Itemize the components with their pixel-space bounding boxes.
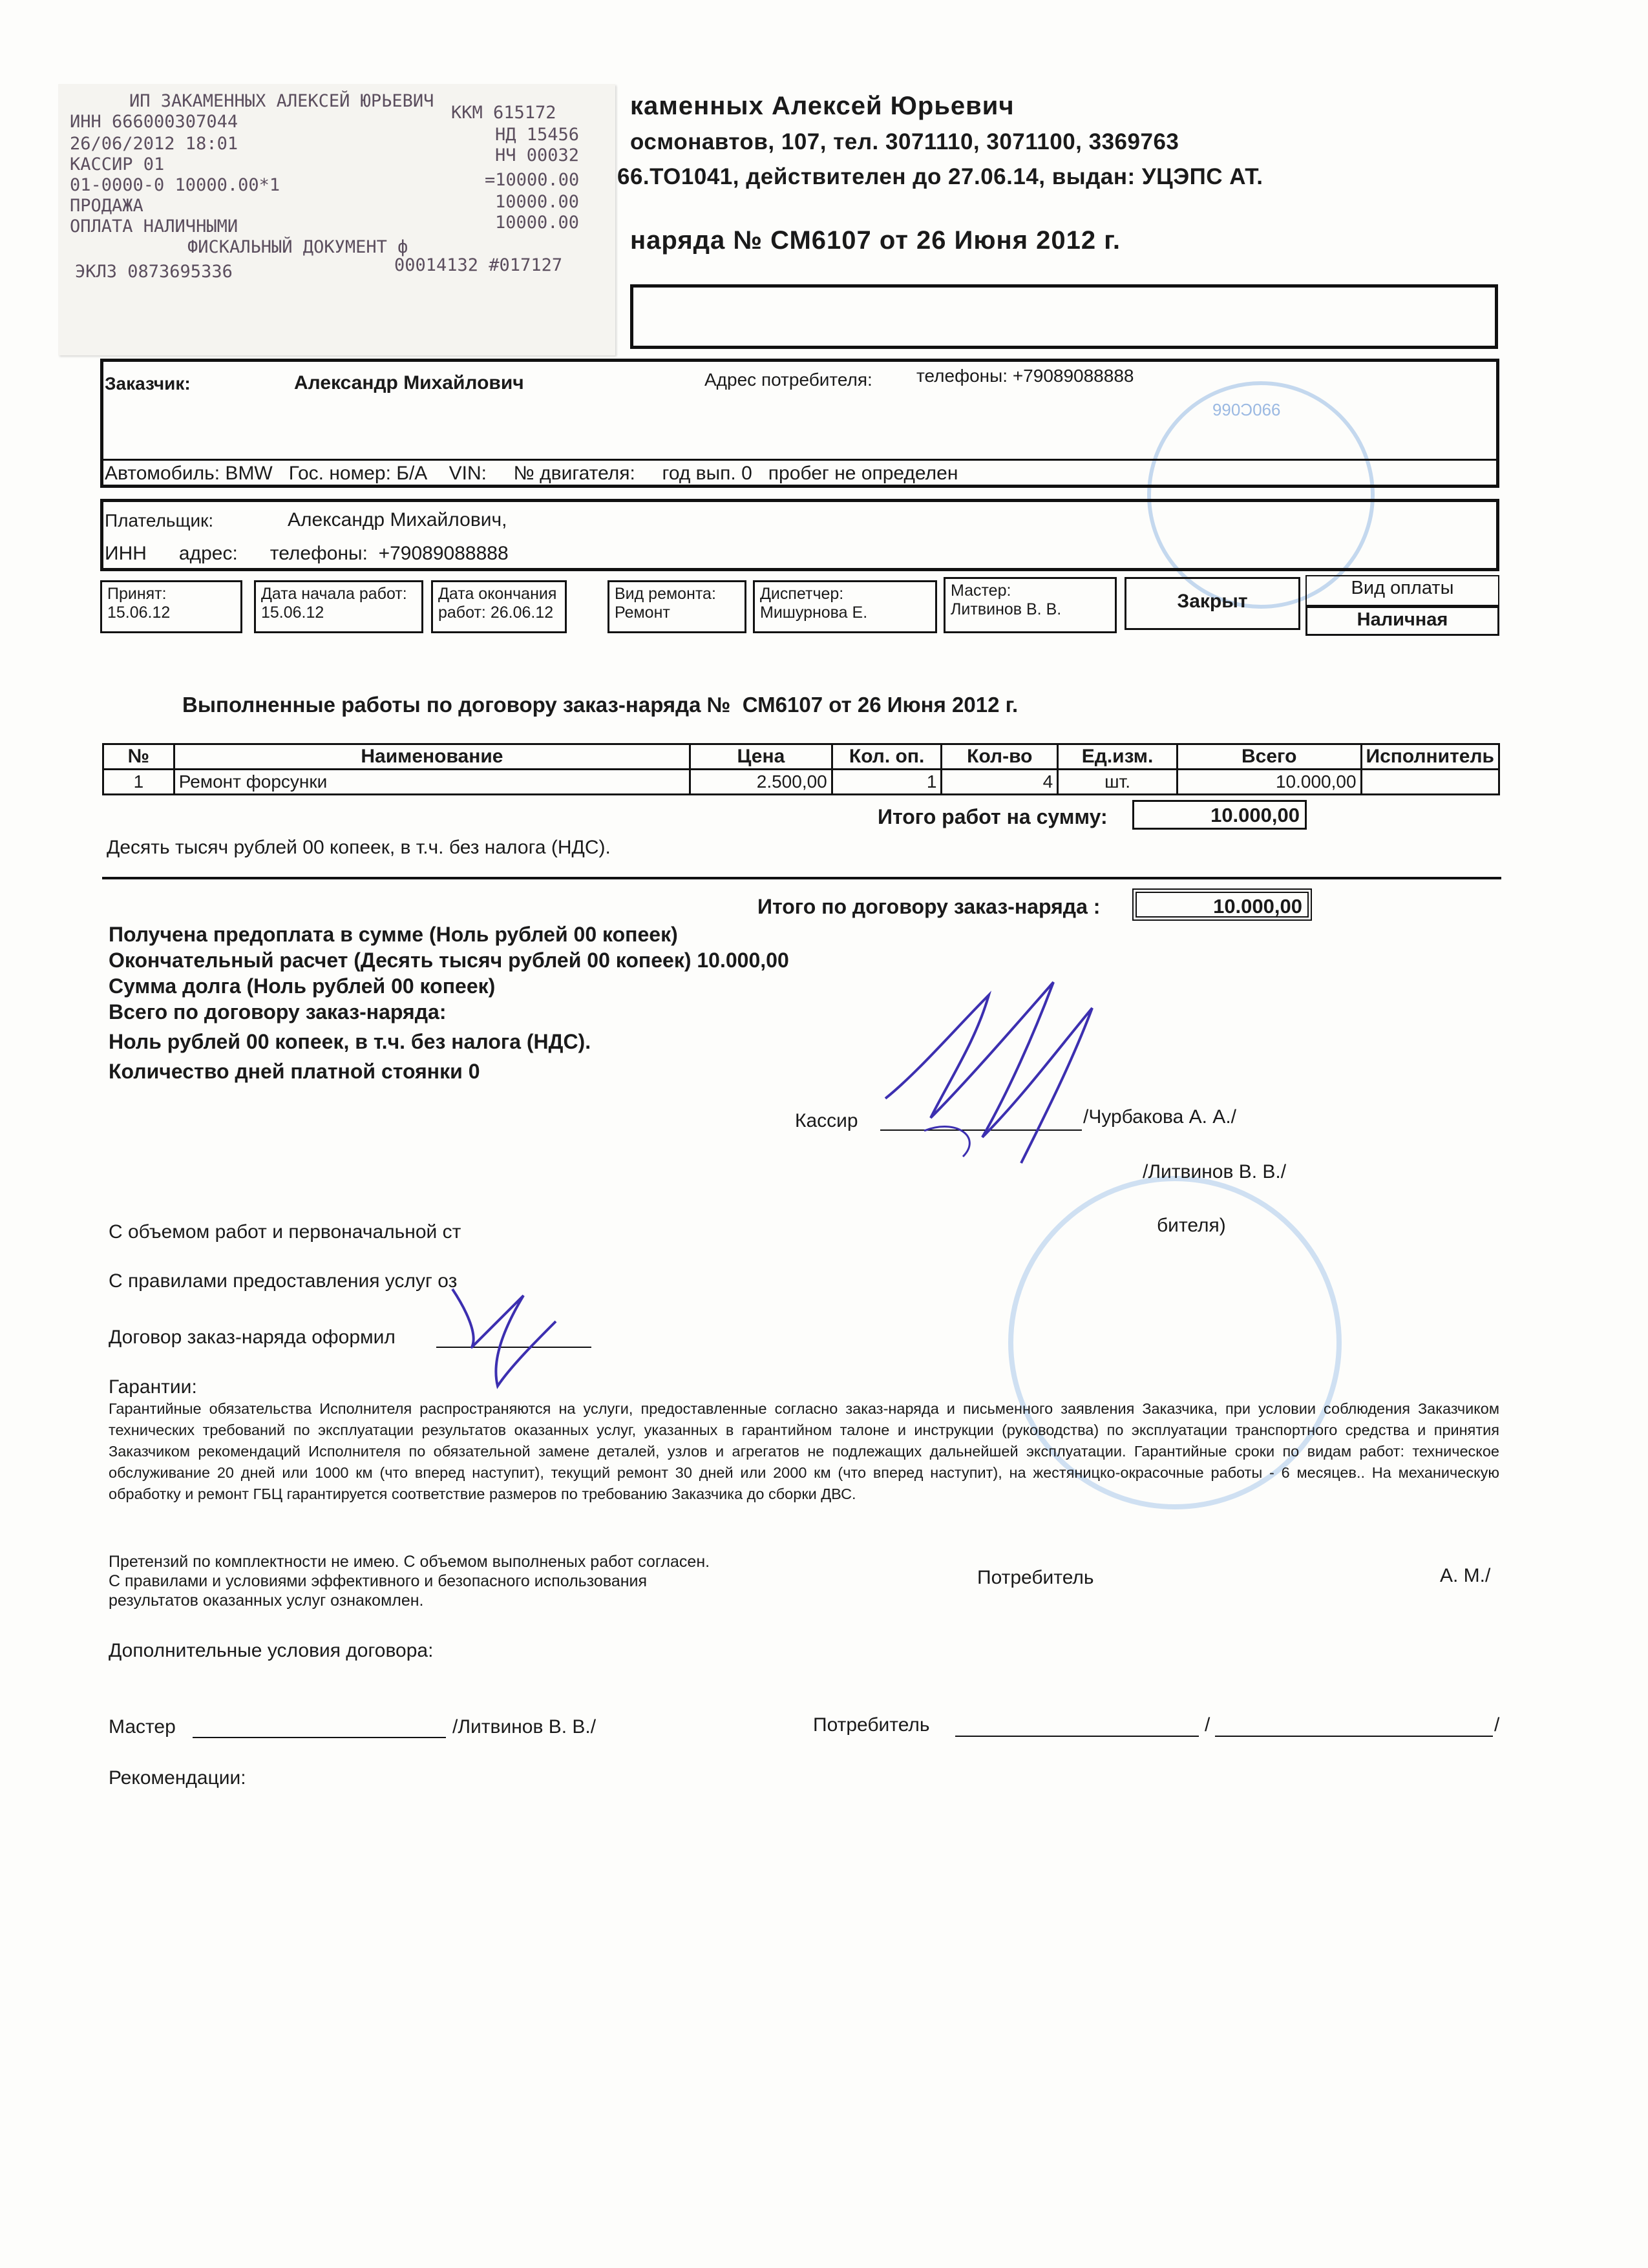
end-date: работ: 26.06.12	[438, 604, 554, 622]
customer-phones: телефоны: +79089088888	[916, 366, 1134, 386]
consumer-tail-text: бителя)	[1157, 1215, 1226, 1236]
col-price: Цена	[690, 744, 832, 770]
claims-line-2: С правилами и условиями эффективного и безопасного использования	[109, 1572, 648, 1590]
contract-line-2: Окончательный расчет (Десять тысяч рублей 00 копеек) 10.000,00	[109, 949, 789, 972]
customer-name: Александр Михайлович	[294, 372, 524, 394]
footer-consumer-line-2	[1215, 1736, 1493, 1737]
drafted-text: Договор заказ-наряда оформил	[109, 1327, 396, 1348]
col-number: №	[103, 744, 174, 770]
contract-line-5: Ноль рублей 00 копеек, в т.ч. без налога (НДС).	[109, 1030, 591, 1053]
works-total: 10.000,00	[1132, 800, 1307, 830]
dispatcher: Мишурнова Е.	[760, 604, 868, 622]
col-qty: Кол-во	[942, 744, 1058, 770]
receipt-cash: ОПЛАТА НАЛИЧНЫМИ	[70, 216, 238, 236]
footer-master-line	[193, 1737, 446, 1738]
receipt-eklz-num: 00014132 #017127	[394, 255, 563, 275]
receipt-item-sum: =10000.00	[485, 170, 580, 190]
claims-line-1: Претензий по комплектности не имею. С объемом выполненых работ согласен.	[109, 1553, 710, 1571]
cashier-name: /Чурбакова А. А./	[1083, 1106, 1236, 1128]
col-unit: Ед.изм.	[1058, 744, 1178, 770]
contract-total: 10.000,00	[1132, 888, 1312, 921]
litvinov-signature-name: /Литвинов В. В./	[1143, 1161, 1287, 1182]
claims-initials: А. М./	[1440, 1565, 1491, 1586]
repair-type-label: Вид ремонта:	[615, 585, 716, 603]
car-line: Автомобиль: BMW Гос. номер: Б/А VIN: № двигателя: год вып. 0 пробег не определен	[105, 463, 958, 484]
additional-conditions: Дополнительные условия договора:	[109, 1640, 434, 1661]
end-cell	[431, 580, 567, 633]
master-cell	[944, 577, 1117, 633]
row-qty: 4	[942, 770, 1058, 795]
contract-line-6: Количество дней платной стоянки 0	[109, 1060, 480, 1083]
works-title: Выполненные работы по договору заказ-наряда № СМ6107 от 26 Июня 2012 г.	[182, 693, 1019, 717]
accepted-cell	[100, 580, 242, 633]
receipt-kkm: ККМ 615172	[451, 103, 556, 123]
page-title: наряда № СМ6107 от 26 Июня 2012 г.	[630, 226, 1121, 255]
row-ops: 1	[832, 770, 942, 795]
scope-text: С объемом работ и первоначальной ст	[109, 1221, 461, 1243]
contract-line-4: Всего по договору заказ-наряда:	[109, 1000, 447, 1024]
col-name: Наименование	[174, 744, 690, 770]
start-cell	[254, 580, 423, 633]
start-label: Дата начала работ:	[261, 585, 407, 603]
col-ops: Кол. оп.	[832, 744, 942, 770]
receipt-eklz: ЭКЛЗ 0873695336	[75, 262, 233, 282]
repair-type: Ремонт	[615, 604, 670, 622]
start-date: 15.06.12	[261, 604, 324, 622]
receipt-item: 01-0000-0 10000.00*1	[70, 175, 280, 195]
receipt-inn: ИНН 666000307044	[70, 112, 238, 132]
table-row	[103, 770, 1499, 795]
receipt-nd: НД 15456	[495, 125, 580, 145]
receipt-sale: ПРОДАЖА	[70, 196, 143, 216]
receipt-cashier: КАССИР 01	[70, 154, 165, 174]
row-unit: шт.	[1058, 770, 1178, 795]
separator-line	[102, 877, 1501, 879]
dispatcher-label: Диспетчер:	[760, 585, 844, 603]
cashier-label: Кассир	[795, 1110, 858, 1131]
footer-slash-2: /	[1494, 1714, 1500, 1736]
header-license: 66.ТО1041, действителен до 27.06.14, выдан: УЦЭПС АТ.	[617, 164, 1263, 189]
row-total: 10.000,00	[1177, 770, 1361, 795]
recommendations: Рекомендации:	[109, 1767, 246, 1789]
master: Литвинов В. В.	[951, 600, 1062, 618]
header-name: каменных Алексей Юрьевич	[630, 92, 1015, 120]
works-table	[102, 743, 1500, 795]
row-executor	[1361, 770, 1499, 795]
cash-register-receipt	[58, 84, 615, 355]
row-price: 2.500,00	[690, 770, 832, 795]
drafter-signature	[439, 1283, 569, 1392]
header-address: осмонавтов, 107, тел. 3071110, 3071100, 3369763	[630, 129, 1179, 154]
payment-label: Вид оплаты	[1305, 575, 1499, 606]
end-label: Дата окончания	[438, 585, 557, 603]
master-label: Мастер:	[951, 582, 1011, 600]
accepted-date: 15.06.12	[107, 604, 171, 622]
footer-consumer-line-1	[955, 1736, 1199, 1737]
dispatcher-cell	[753, 580, 937, 633]
customer-label: Заказчик:	[105, 373, 191, 394]
status-badge: Закрыт	[1125, 577, 1300, 630]
contract-line-3: Сумма долга (Ноль рублей 00 копеек)	[109, 974, 496, 998]
contract-line-1: Получена предоплата в сумме (Ноль рублей 00 копеек)	[109, 923, 678, 946]
works-header-row	[103, 744, 1499, 770]
receipt-nch: НЧ 00032	[495, 145, 580, 165]
footer-master-name: /Литвинов В. В./	[452, 1716, 597, 1738]
receipt-datetime: 26/06/2012 18:01	[70, 134, 238, 154]
col-total: Всего	[1177, 744, 1361, 770]
row-name: Ремонт форсунки	[174, 770, 690, 795]
customer-address-label: Адрес потребителя:	[704, 370, 872, 390]
receipt-cash-sum: 10000.00	[495, 213, 580, 233]
footer-consumer-label: Потребитель	[813, 1714, 930, 1736]
accepted-label: Принят:	[107, 585, 167, 603]
seal-stamp-code: 990С066	[1212, 400, 1281, 419]
contract-total-label: Итого по договору заказ-наряда :	[757, 895, 1101, 918]
works-total-words: Десять тысяч рублей 00 копеек, в т.ч. без налога (НДС).	[107, 837, 611, 858]
payment-type: Наличная	[1305, 606, 1499, 636]
works-total-label: Итого работ на сумму:	[878, 805, 1108, 828]
guarantee-text: Гарантийные обязательства Исполнителя распространяются на услуги, предоставленные согласно заказ-наряда и письменного заявления Заказчика, при условии соблюдения Заказчиком технических требований по эксплуатации результатов оказанных услуг, указанных в гарантийном талоне и инструкции (руководства) по эксплуатации транспортного средства и принятия Заказчиком рекомендаций Исполнителя по обязательной замене деталей, узлов и агрегатов не подлежащих дальнейшей эксплуатации. Гарантийные сроки по видам работ: техническое обслуживание 20 дней или 1000 км (что вперед наступит), текущий ремонт 30 дней или 2000 км (что вперед наступит), на жестяницко-окрасочные работы - 6 месяцев.. На механическую обработку и ремонт ГБЦ гарантируется соответствие размеров по требованию Заказчика до сборки ДВС.	[109, 1400, 1499, 1502]
receipt-sale-sum: 10000.00	[495, 192, 580, 212]
receipt-fiscal: ФИСКАЛЬНЫЙ ДОКУМЕНТ ф	[187, 237, 408, 257]
col-executor: Исполнитель	[1361, 744, 1499, 770]
claims-consumer: Потребитель	[977, 1567, 1094, 1588]
guarantee-title: Гарантии:	[109, 1376, 197, 1398]
payer-label: Плательщик:	[105, 510, 214, 530]
claims-line-3: результатов оказанных услуг ознакомлен.	[109, 1591, 424, 1610]
cashier-signature	[879, 969, 1125, 1176]
footer-slash-1: /	[1205, 1714, 1210, 1736]
payer-name: Александр Михайлович,	[288, 509, 507, 530]
payer-line2: ИНН адрес: телефоны: +79089088888	[105, 543, 509, 564]
repair-type-cell	[607, 580, 746, 633]
footer-master-label: Мастер	[109, 1716, 176, 1738]
header-empty-box	[630, 284, 1498, 349]
rules-text: С правилами предоставления услуг оз	[109, 1270, 458, 1292]
row-number: 1	[103, 770, 174, 795]
receipt-line1: ИП ЗАКАМЕННЫХ АЛЕКСЕЙ ЮРЬЕВИЧ	[129, 91, 434, 111]
